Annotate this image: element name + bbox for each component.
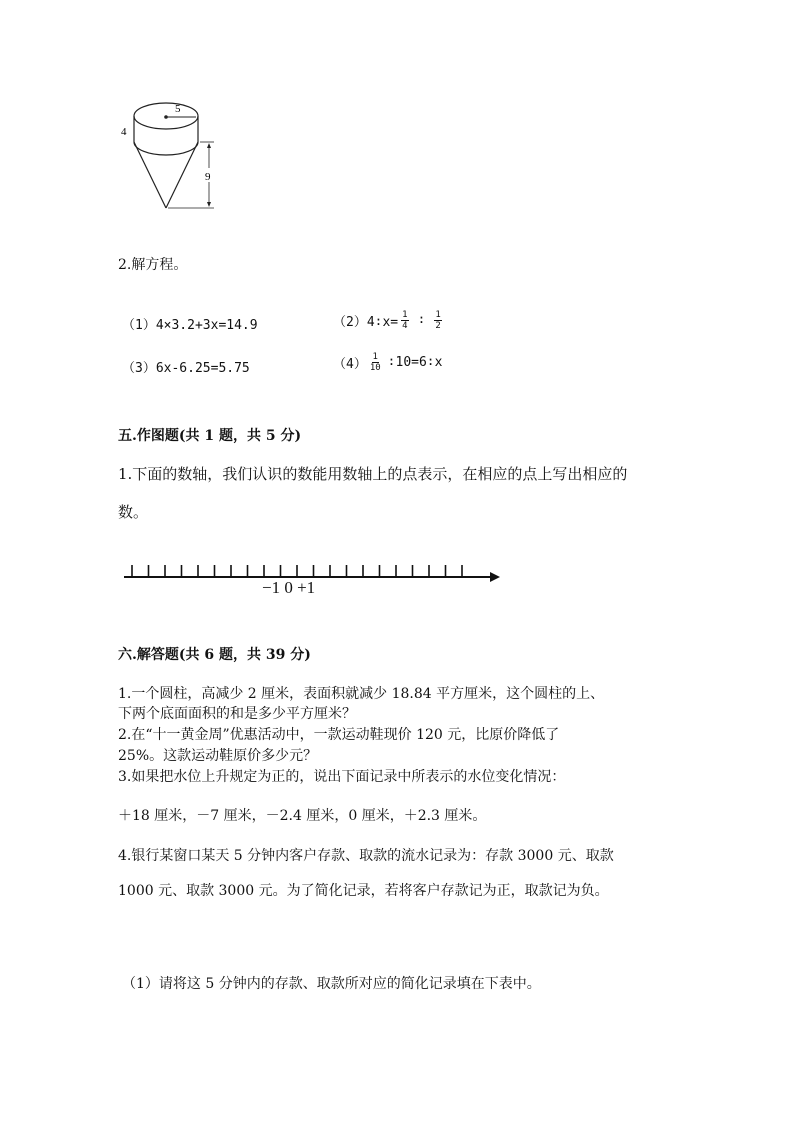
sec6-q3-line2: ＋18 厘米，－7 厘米，－2.4 厘米，0 厘米，＋2.3 厘米。 xyxy=(118,808,487,824)
cone-height-label: 9 xyxy=(205,171,211,183)
sec6-q4-sub1: （1）请将这 5 分钟内的存款、取款所对应的简化记录填在下表中。 xyxy=(122,976,541,992)
equation-1: （1）4×3.2+3x=14.9 xyxy=(122,318,258,333)
equation-4 xyxy=(333,352,442,373)
fraction-one-half xyxy=(434,310,441,331)
fraction-one-tenth xyxy=(370,352,381,373)
equation-3: （3）6x-6.25=5.75 xyxy=(122,361,250,376)
sec6-q2-line2: 25%。这款运动鞋原价多少元？ xyxy=(118,748,318,764)
fraction-numerator: 1 xyxy=(402,310,408,320)
fraction-numerator: 1 xyxy=(435,310,441,320)
equation-2-prefix: （2）4∶x= xyxy=(333,315,399,330)
sec6-q1-line1: 1.一个圆柱，高减少 2 厘米，表面积就减少 18.84 平方厘米，这个圆柱的上、 xyxy=(118,686,605,702)
sec6-q1-line2: 下两个底面面积的和是多少平方厘米？ xyxy=(118,706,356,722)
sec6-q4-line2: 1000 元、取款 3000 元。为了简化记录，若将客户存款记为正，取款记为负。 xyxy=(118,883,609,899)
number-line-labels: −1 0 +1 xyxy=(262,578,316,597)
cylinder-cone-figure xyxy=(110,92,220,214)
fraction-denominator: 10 xyxy=(369,363,381,373)
equation-4-prefix: （4） xyxy=(333,357,367,372)
equation-4-suffix: ∶10=6∶x xyxy=(387,355,443,370)
sec6-q2-line1: 2.在“十一黄金周”优惠活动中，一款运动鞋现价 120 元，比原价降低了 xyxy=(118,727,560,743)
radius-label: 5 xyxy=(175,103,181,115)
equation-2 xyxy=(333,310,445,331)
fraction-denominator: 4 xyxy=(402,321,408,331)
section-6-heading: 六.解答题(共 6 题，共 39 分) xyxy=(118,647,311,663)
sec6-q3-line1: 3.如果把水位上升规定为正的，说出下面记录中所表示的水位变化情况： xyxy=(118,769,566,785)
sec6-q4-line1: 4.银行某窗口某天 5 分钟内客户存款、取款的流水记录为：存款 3000 元、取款 xyxy=(118,848,614,864)
fraction-numerator: 1 xyxy=(372,352,378,362)
ratio-colon: ∶ xyxy=(417,313,426,328)
cylinder-height-label: 4 xyxy=(121,126,127,138)
sec5-q1-line2: 数。 xyxy=(118,503,149,521)
section-5-heading: 五.作图题(共 1 题，共 5 分) xyxy=(118,428,302,444)
arrow-right-icon xyxy=(490,572,500,582)
sec5-q1-line1: 1.下面的数轴，我们认识的数能用数轴上的点表示，在相应的点上写出相应的 xyxy=(118,465,628,483)
fraction-one-quarter xyxy=(401,310,408,331)
q2-title: 2.解方程。 xyxy=(118,257,188,273)
fraction-denominator: 2 xyxy=(435,321,441,331)
